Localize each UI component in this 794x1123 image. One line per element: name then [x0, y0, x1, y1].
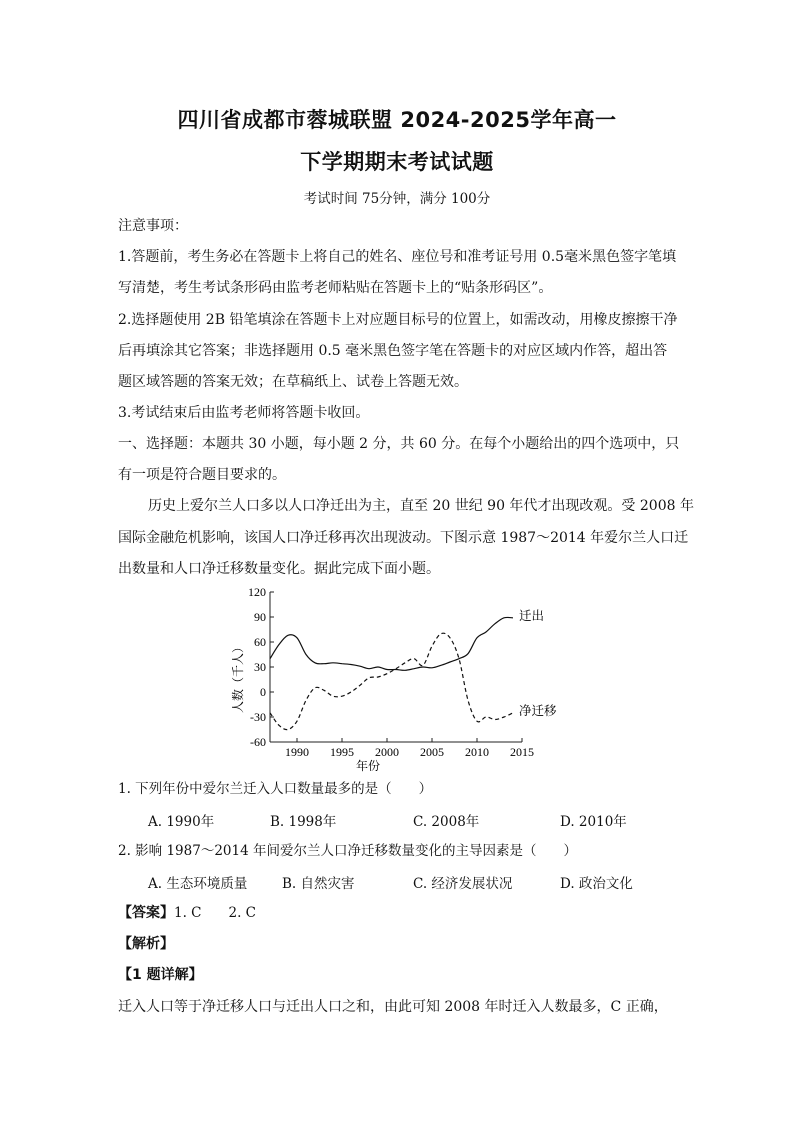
q2-option-a[interactable]: A. 生态环境质量	[148, 876, 248, 892]
q2-option-c[interactable]: C. 经济发展状况	[413, 876, 513, 892]
x-tick-label: 2000	[375, 745, 399, 759]
series-label-outflow: 迁出	[519, 608, 545, 623]
passage-line: 出数量和人口净迁移数量变化。据此完成下面小题。	[118, 561, 440, 577]
x-tick-label: 1990	[285, 745, 309, 759]
section-instructions: 有一项是符合题目要求的。	[118, 467, 286, 483]
q1-option-c[interactable]: C. 2008年	[413, 814, 480, 830]
x-axis-ticks	[285, 738, 534, 759]
outflow-series-line	[270, 617, 513, 670]
detail-text: 迁入人口等于净迁移人口与迁出人口之和，由此可知 2008 年时迁入人数最多，C 正确，	[118, 999, 668, 1015]
y-tick-label: 90	[254, 610, 266, 624]
x-tick-label: 1995	[330, 745, 354, 759]
q2-option-d[interactable]: D. 政治文化	[560, 876, 633, 892]
notice-line: 写清楚，考生考试条形码由监考老师粘贴在答题卡上的“贴条形码区”。	[118, 280, 553, 296]
y-tick-label: -30	[250, 710, 266, 724]
migration-line-chart	[228, 584, 578, 774]
detail-heading: 【1 题详解】	[118, 967, 203, 983]
passage-line: 国际金融危机影响，该国人口净迁移再次出现波动。下图示意 1987～2014 年爱尔兰人口迁	[118, 530, 689, 546]
notice-line: 3.考试结束后由监考老师将答题卡收回。	[118, 405, 370, 421]
y-tick-label: -60	[250, 735, 266, 749]
notice-line: 后再填涂其它答案；非选择题用 0.5 毫米黑色签字笔在答题卡的对应区域内作答，超出答	[118, 343, 668, 359]
x-tick-label: 2010	[465, 745, 489, 759]
notice-line: 题区域答题的答案无效；在草稿纸上、试卷上答题无效。	[118, 374, 468, 390]
chart-axes	[270, 592, 522, 742]
series-label-net-migration: 净迁移	[519, 703, 557, 718]
y-tick-label: 30	[254, 660, 266, 674]
notice-line: 2.选择题使用 2B 铅笔填涂在答题卡上对应题目标号的位置上，如需改动，用橡皮擦擦干净	[118, 312, 678, 328]
exam-title-line2: 下学期期末考试试题	[300, 150, 494, 174]
q1-option-d[interactable]: D. 2010年	[560, 814, 627, 830]
x-tick-label: 2005	[420, 745, 444, 759]
question-2-stem: 2. 影响 1987～2014 年间爱尔兰人口净迁移数量变化的主导因素是（ ）	[118, 843, 577, 859]
x-tick-label: 2015	[510, 745, 534, 759]
chart-series	[270, 617, 513, 729]
question-1-stem: 1. 下列年份中爱尔兰迁入人口数量最多的是（ ）	[118, 781, 433, 797]
answer-row	[118, 903, 678, 923]
y-axis-label: 人数（千人）	[231, 640, 245, 714]
section-instructions: 一、选择题：本题共 30 小题，每小题 2 分，共 60 分。在每个小题给出的四个选项中，只	[118, 436, 680, 452]
x-axis-label: 年份	[355, 759, 381, 773]
y-tick-label: 0	[260, 685, 266, 699]
answer-label: 【答案】	[118, 905, 174, 921]
q1-option-a[interactable]: A. 1990年	[148, 814, 215, 830]
y-tick-label: 120	[248, 585, 266, 599]
passage-line: 历史上爱尔兰人口多以人口净迁出为主，直至 20 世纪 90 年代才出现改观。受 2008 年	[148, 498, 694, 514]
exam-title-line1: 四川省成都市蓉城联盟 2024-2025学年高一	[177, 108, 617, 132]
analysis-label: 【解析】	[118, 936, 174, 952]
notice-line: 1.答题前，考生务必在答题卡上将自己的姓名、座位号和准考证号用 0.5毫米黑色签字笔填	[118, 249, 677, 265]
exam-time-info: 考试时间 75分钟，满分 100分	[303, 191, 491, 207]
q1-option-b[interactable]: B. 1998年	[270, 814, 337, 830]
y-tick-label: 60	[254, 635, 266, 649]
q2-option-b[interactable]: B. 自然灾害	[282, 876, 355, 892]
net-migration-series-line	[270, 633, 513, 729]
notice-heading: 注意事项：	[118, 218, 188, 234]
answer-text: 1. C 2. C	[174, 905, 257, 921]
